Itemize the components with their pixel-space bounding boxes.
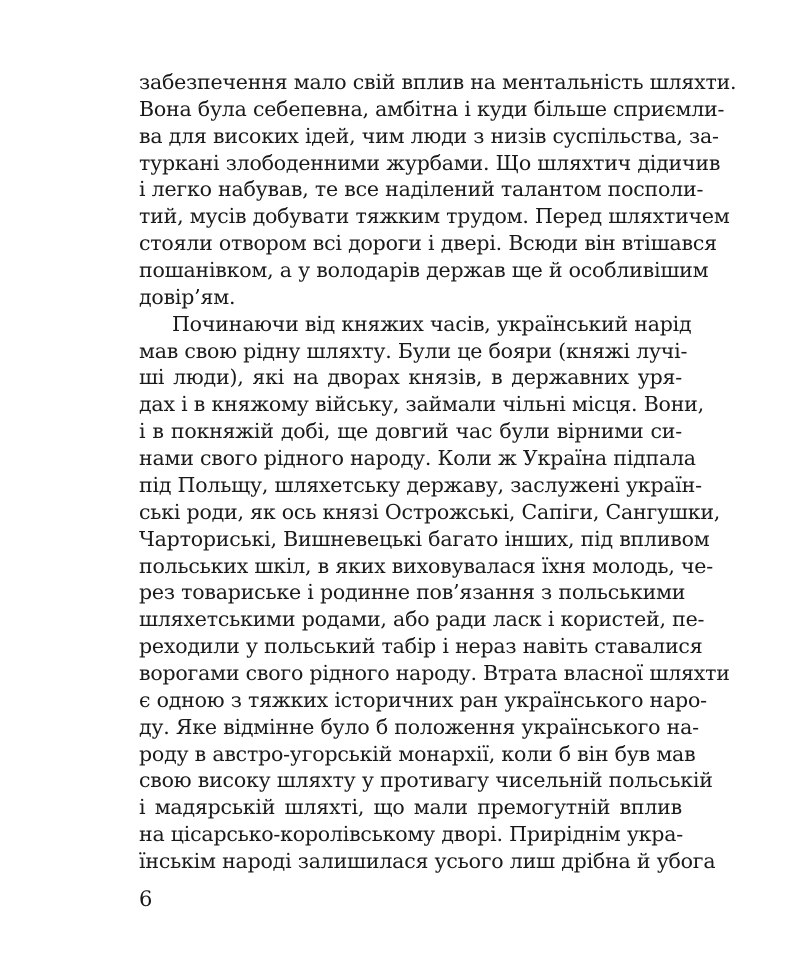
text-line: Чарториські, Вишневецькі багато інших, під впливом	[139, 527, 710, 551]
text-line: забезпечення мало свій вплив на ментальність шляхти.	[139, 70, 737, 94]
text-line: реходили у польський табір і нераз навіть ставалися	[139, 634, 703, 658]
text-line: і в покняжій добі, ще довгий час були вірними си-	[139, 419, 682, 443]
text-line: і легко набував, те все наділений талантом посполи-	[139, 177, 704, 201]
text-line: і мадярській шляхті, що мали премогутній вплив	[139, 795, 682, 819]
text-line: ду. Яке відмінне було б положення українського на-	[139, 715, 699, 739]
text-line: стояли отвором всі дороги і двері. Всюди він втішався	[139, 231, 717, 255]
text-line: польських шкіл, в яких виховувалася їхня молодь, че-	[139, 554, 713, 578]
text-line: ва для високих ідей, чим люди з низів суспільства, за-	[139, 124, 719, 148]
text-line: туркані злободенними журбами. Що шляхтич дідичив	[139, 151, 721, 175]
text-line: пошанівком, а у володарів держав ще й особливішим	[139, 258, 709, 282]
text-line: ворогами свого рідного народу. Втрата власної шляхти	[139, 661, 730, 685]
text-line: свою високу шляхту у противагу чисельній польській	[139, 768, 713, 792]
text-line: шляхетськими родами, або ради ласк і користей, пе-	[139, 607, 705, 631]
text-line: роду в австро-угорській монархії, коли б він був мав	[139, 742, 696, 766]
text-line: їнськім народі залишилася усього лиш дрібна й убога	[139, 849, 716, 873]
text-line: довір’ям.	[139, 285, 236, 309]
text-line: під Польщу, шляхетську державу, заслужені україн-	[139, 473, 702, 497]
text-line: мав свою рідну шляхту. Були це бояри (княжі лучі-	[139, 339, 688, 363]
paragraph-first-line: Починаючи від княжих часів, український нарід	[172, 312, 692, 336]
text-line: Вона була себепевна, амбітна і куди більше сприємли-	[139, 97, 725, 121]
text-line: є одною з тяжких історичних ран українського наро-	[139, 688, 707, 712]
text-line: тий, мусів добувати тяжким трудом. Перед шляхтичем	[139, 204, 730, 228]
text-line: ші люди), які на дворах князів, в державних уря-	[139, 365, 682, 389]
text-line: дах і в княжому війську, займали чільні місця. Вони,	[139, 392, 704, 416]
text-line: ські роди, як ось князі Острожські, Сапіги, Сангушки,	[139, 500, 721, 524]
text-line: на цісарсько-королівському дворі. Приріднім укра-	[139, 822, 683, 846]
text-line: рез товариське і родинне пов’язання з польськими	[139, 580, 686, 604]
page-number: 6	[139, 887, 153, 911]
text-line: нами свого рідного народу. Коли ж Україна підпала	[139, 446, 696, 470]
